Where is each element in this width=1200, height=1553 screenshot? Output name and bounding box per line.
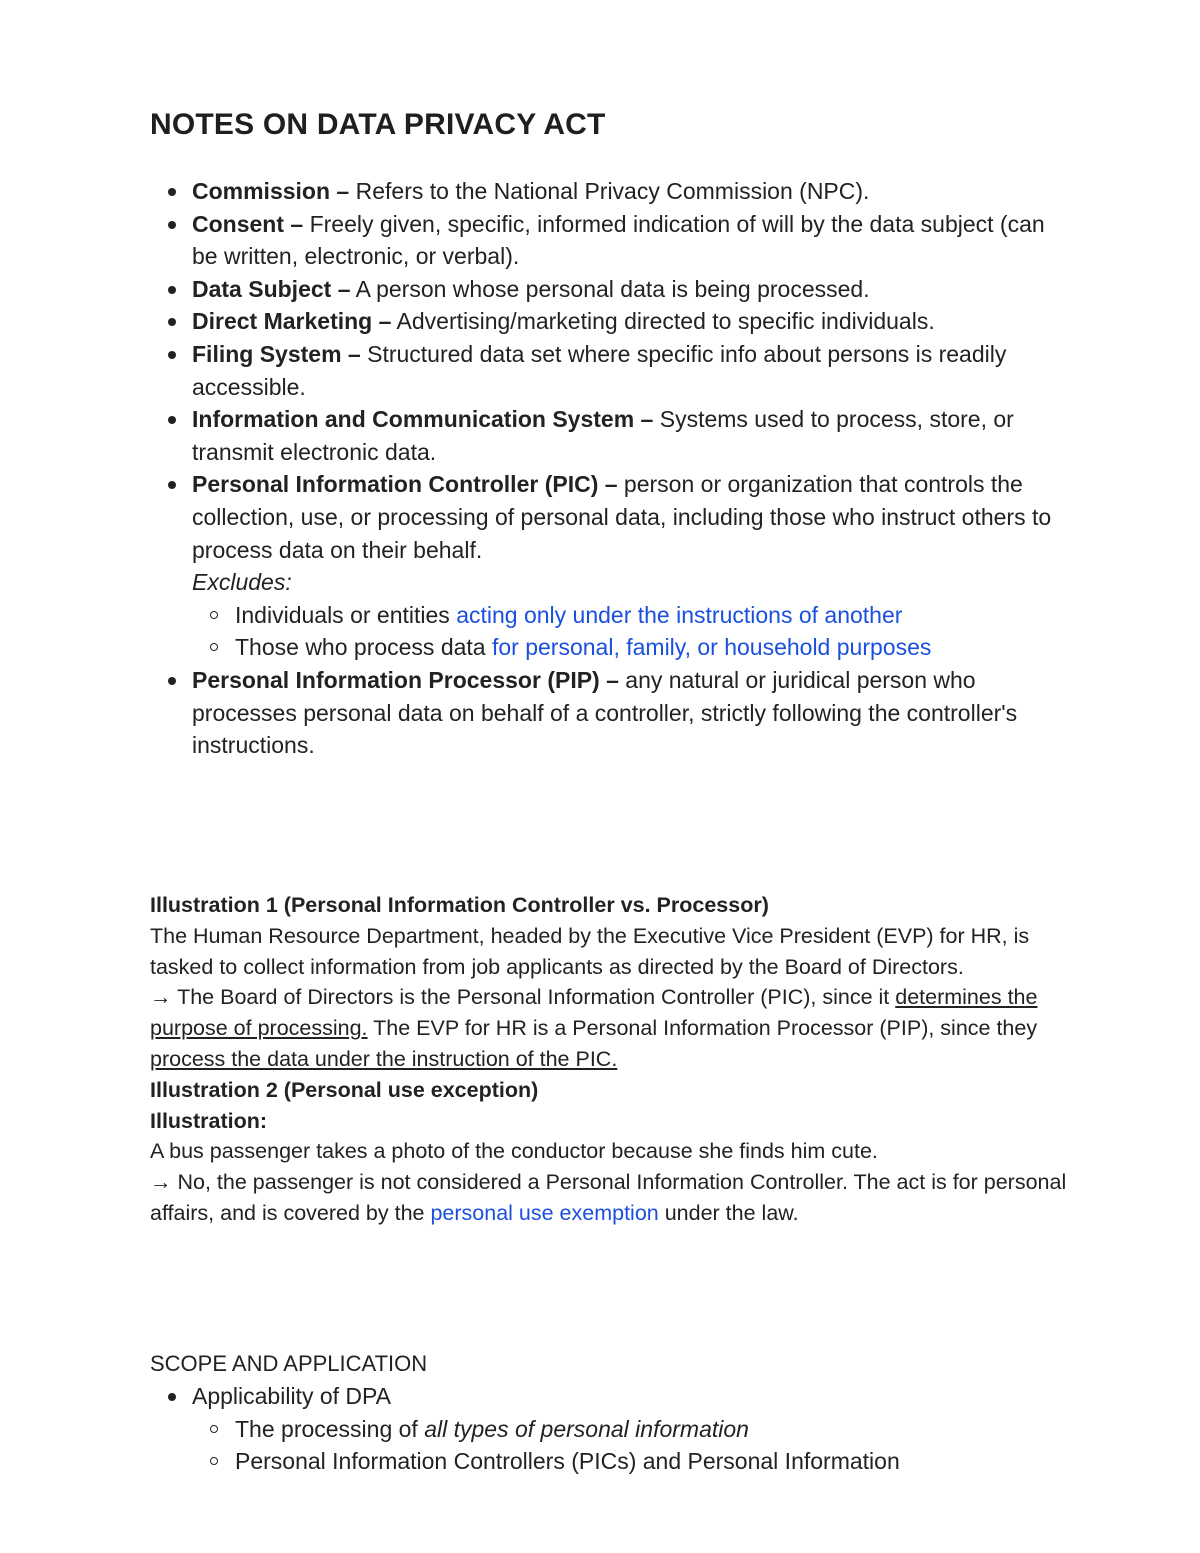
- scope-item-text: Applicability of DPA: [192, 1383, 391, 1409]
- excludes-item-text: Individuals or entities: [235, 601, 457, 628]
- scope-subitem-italic: all types of personal information: [424, 1415, 749, 1442]
- excludes-item-highlight: for personal, family, or household purposes: [491, 634, 932, 661]
- definition-text: Freely given, specific, informed indication of will by the data subject (can be written, electronic, or verbal).: [192, 210, 1045, 270]
- illustration1-underlined-1: determines the purpose of processing.: [150, 985, 1038, 1041]
- illustration1-underlined-2: process the data under the instruction of the PIC.: [150, 1046, 618, 1071]
- definition-term: Personal Information Controller (PIC) –: [192, 471, 618, 498]
- definition-term: Information and Communication System –: [192, 406, 654, 433]
- illustration2-answer-text: under the law.: [658, 1200, 799, 1225]
- definition-data-subject: [160, 273, 1060, 306]
- definition-term: Commission –: [192, 178, 350, 204]
- definition-text: any natural or juridical person who processes personal data on behalf of a controller, strictly following the controller's instructions.: [192, 666, 1018, 759]
- definition-filing-system: [160, 338, 1060, 403]
- excludes-item: [192, 599, 1060, 632]
- scope-sublist: [192, 1413, 1070, 1478]
- illustration2-label: Illustration:: [150, 1108, 268, 1133]
- scope-item: [150, 1380, 1070, 1478]
- excludes-item-highlight: acting only under the instructions of another: [456, 601, 903, 628]
- excludes-list: [192, 599, 1060, 664]
- excludes-label: Excludes:: [192, 569, 292, 596]
- excludes-item: [192, 631, 1060, 664]
- definition-term: Filing System –: [192, 340, 361, 367]
- definition-text: Structured data set where specific info about persons is readily accessible.: [192, 340, 1007, 400]
- scope-section: [150, 1348, 1070, 1478]
- definition-term: Consent –: [192, 210, 304, 237]
- definition-text: Refers to the National Privacy Commission (NPC).: [349, 178, 870, 204]
- illustration1-answer: [150, 982, 1070, 1074]
- scope-subitem-text: The processing of: [235, 1415, 425, 1442]
- definitions-list: [160, 175, 1060, 762]
- definition-text: Systems used to process, store, or transmit electronic data.: [192, 406, 1014, 465]
- definition-direct-marketing: [160, 305, 1060, 338]
- definition-term: Personal Information Processor (PIP) –: [192, 666, 619, 693]
- illustration2-body: A bus passenger takes a photo of the conductor because she finds him cute.: [150, 1139, 878, 1164]
- illustrations-section: [150, 890, 1070, 1229]
- definition-ics: [160, 403, 1060, 468]
- illustration1-answer-text: The EVP for HR is a Personal Information Processor (PIP), since they: [367, 1016, 1038, 1041]
- definition-term: Direct Marketing –: [192, 308, 392, 335]
- scope-subitem: [150, 1413, 1070, 1446]
- illustration2-heading: Illustration 2 (Personal use exception): [150, 1077, 539, 1102]
- scope-subitem: [150, 1445, 1070, 1478]
- scope-heading: SCOPE AND APPLICATION: [150, 1351, 428, 1376]
- page-title: NOTES ON DATA PRIVACY ACT: [150, 108, 606, 141]
- illustration1-heading: Illustration 1 (Personal Information Controller vs. Processor): [150, 893, 769, 917]
- illustration1-body: The Human Resource Department, headed by the Executive Vice President (EVP) for HR, is tasked to collect information from job applicants as directed by the Board of Directors.: [150, 923, 1030, 979]
- illustration2-answer: [150, 1167, 1070, 1229]
- scope-subitem-text: Personal Information Controllers (PICs) and Personal Information: [235, 1448, 900, 1475]
- definition-pip: [160, 664, 1060, 762]
- definition-text: person or organization that controls the collection, use, or processing of personal data, including those who instruct others to process data on their behalf.: [192, 471, 1052, 563]
- illustration2-answer-text: → No, the passenger is not considered a Personal Information Controller. The act is for personal affairs, and is covered by the: [150, 1170, 1067, 1225]
- definition-text: Advertising/marketing directed to specific individuals.: [391, 308, 935, 335]
- definition-text: A person whose personal data is being processed.: [350, 275, 870, 302]
- definition-consent: [160, 208, 1060, 273]
- personal-use-exemption-link[interactable]: personal use exemption: [430, 1200, 659, 1225]
- excludes-item-text: Those who process data: [235, 634, 492, 661]
- definition-pic: [160, 468, 1060, 664]
- definition-commission: [160, 175, 1060, 208]
- illustration1-answer-text: → The Board of Directors is the Personal Information Controller (PIC), since it: [150, 985, 896, 1010]
- scope-list: [150, 1380, 1070, 1478]
- definition-term: Data Subject –: [192, 275, 351, 302]
